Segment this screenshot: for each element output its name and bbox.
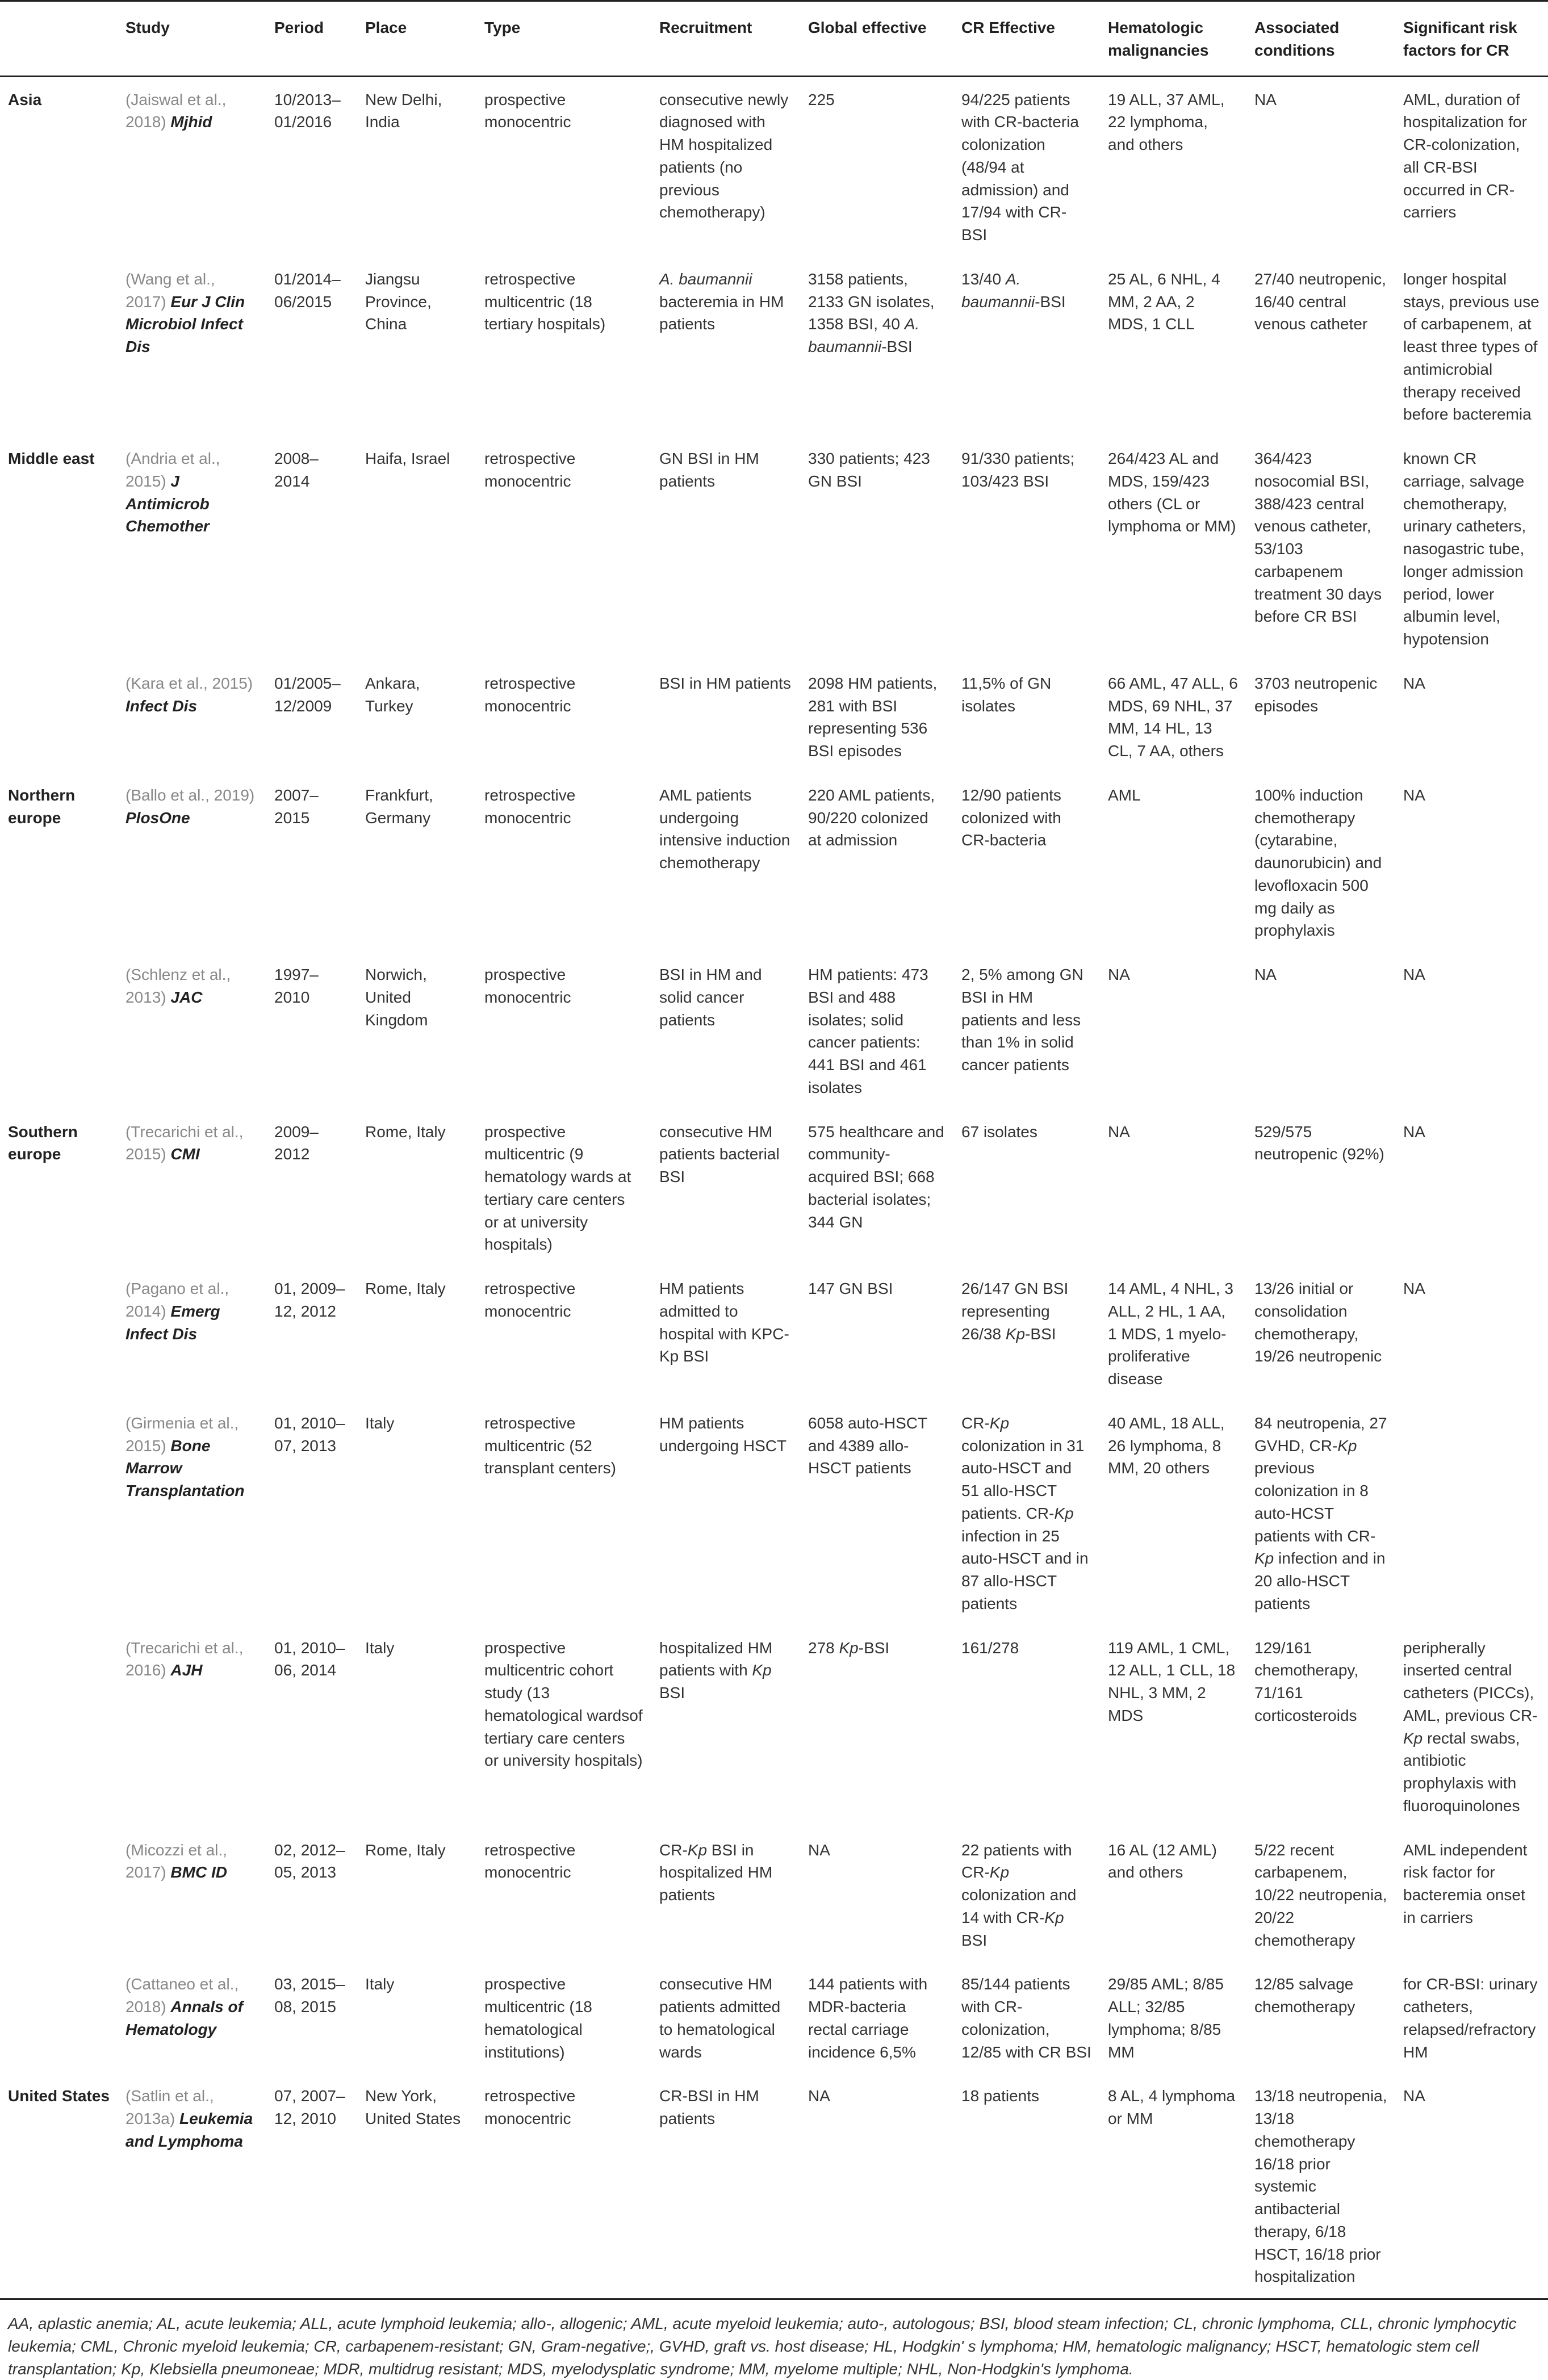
study-journal: Mjhid (170, 113, 212, 131)
study-cell (118, 1109, 266, 1267)
study-journal: AJH (170, 1661, 203, 1679)
table-footnote: AA, aplastic anemia; AL, acute leukemia; ALL, acute lymphoid leukemia; allo-, allogenic; AML, acute myeloid leukemia; auto-, autologous; BSI, blood steam infection; CL, chronic lymphoma, CLL, chronic lymphocytic leukemia; CML, Chronic myeloid leukemia; CR, carbapenem-resistant; GN, Gram-negative;, GVHD, graft vs. host disease; HL, Hodgkin' s lymphoma; HM, hematologic malignancy; HSCT, hematologic stem cell transplantation; Kp, Klebsiella pneumoneae; MDR, multidrug resistant; MDS, myelodysplatic syndrome; MM, myelome multiple; NHL, Non-Hodgkin's lymphoma. (8, 2315, 1517, 2378)
hematologic-malignancies-cell: 19 ALL, 37 AML, 22 lymphoma, and others (1108, 90, 1225, 153)
study-authors: (Cattaneo et al., 2018) (125, 1975, 239, 2016)
associated-conditions-cell: NA (1254, 966, 1277, 983)
hematologic-malignancies-cell: 16 AL (12 AML) and others (1108, 1841, 1217, 1882)
period-cell: 2007–2015 (274, 786, 319, 827)
period-cell: 01, 2010–06, 2014 (274, 1639, 345, 1679)
recruitment-cell: A. baumannii bacteremia in HM patients (659, 270, 784, 333)
header-cell: Study (125, 19, 170, 36)
cr-effective-cell: 13/40 A. baumannii-BSI (961, 270, 1066, 311)
period-cell: 2009–2012 (274, 1122, 319, 1163)
associated-conditions-cell: 3703 neutropenic episodes (1254, 674, 1378, 715)
region-cell (0, 1962, 118, 2073)
place-cell: Norwich, United Kingdom (365, 966, 428, 1029)
hematologic-malignancies-cell: AML (1108, 786, 1141, 804)
risk-factors-cell: peripherally inserted central catheters (PICCs), AML, previous CR-Kp rectal swabs, antibiotic prophylaxis with fluoroquinolones (1403, 1639, 1538, 1815)
study-journal: J Antimicrob Chemother (125, 472, 210, 535)
cr-effective-cell: 85/144 patients with CR-colonization, 12/85 with CR BSI (961, 1975, 1091, 2061)
hematologic-malignancies-cell: 264/423 AL and MDS, 159/423 others (CL or lymphoma or MM) (1108, 450, 1236, 535)
table-row (0, 1401, 1548, 1625)
cr-effective-cell: 91/330 patients; 103/423 BSI (961, 450, 1075, 490)
region-cell (0, 1401, 118, 1625)
study-cell (118, 2073, 266, 2299)
study-authors: (Kara et al., 2015) (125, 674, 253, 692)
place-cell: New Delhi, India (365, 90, 442, 131)
recruitment-cell: BSI in HM and solid cancer patients (659, 966, 762, 1029)
hematologic-malignancies-cell: 66 AML, 47 ALL, 6 MDS, 69 NHL, 37 MM, 14 HL, 13 CL, 7 AA, others (1108, 674, 1238, 760)
period-cell: 1997–2010 (274, 966, 319, 1006)
place-cell: Frankfurt, Germany (365, 786, 433, 827)
type-cell: retrospective multicentric (52 transplant centers) (484, 1414, 616, 1477)
cr-effective-cell: 2, 5% among GN BSI in HM patients and less than 1% in solid cancer patients (961, 966, 1083, 1074)
place-cell: Italy (365, 1639, 395, 1657)
study-cell (118, 1828, 266, 1962)
header-cell: CR Effective (961, 19, 1055, 36)
study-authors: (Ballo et al., 2019) (125, 786, 255, 804)
cr-effective-cell: CR-Kp colonization in 31 auto-HSCT and 51 allo-HSCT patients. CR-Kp infection in 25 auto-HSCT and in 87 allo-HSCT patients (961, 1414, 1089, 1612)
header-cell: Hematologic malignancies (1108, 19, 1209, 59)
global-effective-cell: 2098 HM patients, 281 with BSI representing 536 BSI episodes (808, 674, 938, 760)
study-authors: (Pagano et al., 2014) (125, 1280, 229, 1320)
associated-conditions-cell: 13/26 initial or consolidation chemotherapy, 19/26 neutropenic (1254, 1280, 1382, 1365)
study-cell (118, 1625, 266, 1828)
hematologic-malignancies-cell: 14 AML, 4 NHL, 3 ALL, 2 HL, 1 AA, 1 MDS, 1 myelo-proliferative disease (1108, 1280, 1234, 1388)
table-row (0, 952, 1548, 1109)
study-journal: JAC (170, 988, 203, 1006)
place-cell: Rome, Italy (365, 1122, 446, 1141)
type-cell: prospective multicentric cohort study (13 hematological wardsof tertiary care centers or university hospitals) (484, 1639, 643, 1770)
study-cell (118, 661, 266, 773)
cr-effective-cell: 12/90 patients colonized with CR-bacteria (961, 786, 1061, 849)
period-cell: 01/2014–06/2015 (274, 270, 341, 311)
table-row (0, 257, 1548, 436)
global-effective-cell: 144 patients with MDR-bacteria rectal carriage incidence 6,5% (808, 1975, 928, 2061)
global-effective-cell: NA (808, 1841, 830, 1859)
period-cell: 10/2013–01/2016 (274, 90, 341, 131)
study-journal: CMI (170, 1145, 200, 1163)
header-cell: Significant risk factors for CR (1403, 19, 1517, 59)
study-authors: (Andria et al., 2015) (125, 450, 220, 490)
study-cell (118, 76, 266, 257)
associated-conditions-cell: 27/40 neutropenic, 16/40 central venous catheter (1254, 270, 1386, 333)
table-row (0, 661, 1548, 773)
hematologic-malignancies-cell: 119 AML, 1 CML, 12 ALL, 1 CLL, 18 NHL, 3 MM, 2 MDS (1108, 1639, 1236, 1724)
risk-factors-cell: NA (1403, 1280, 1425, 1297)
risk-factors-cell: NA (1403, 1122, 1425, 1141)
table-row (0, 1625, 1548, 1828)
associated-conditions-cell: 529/575 neutropenic (92%) (1254, 1122, 1384, 1163)
period-cell: 02, 2012–05, 2013 (274, 1841, 345, 1882)
region-cell (0, 1266, 118, 1401)
recruitment-cell: consecutive newly diagnosed with HM hospitalized patients (no previous chemotherapy) (659, 90, 789, 221)
study-authors: (Satlin et al., 2013a) (125, 2087, 214, 2127)
cr-effective-cell: 18 patients (961, 2087, 1039, 2105)
global-effective-cell: 6058 auto-HSCT and 4389 allo-HSCT patients (808, 1414, 927, 1477)
study-cell (118, 257, 266, 436)
risk-factors-cell: NA (1403, 966, 1425, 983)
type-cell: retrospective monocentric (484, 1841, 576, 1882)
study-journal: Annals of Hematology (125, 1998, 243, 2038)
study-authors: (Wang et al., 2017) (125, 270, 215, 311)
cr-effective-cell: 67 isolates (961, 1122, 1037, 1141)
hematologic-malignancies-cell: NA (1108, 966, 1130, 983)
global-effective-cell: 575 healthcare and community-acquired BSI; 668 bacterial isolates; 344 GN (808, 1122, 944, 1231)
study-journal: Infect Dis (125, 697, 198, 715)
recruitment-cell: CR-BSI in HM patients (659, 2087, 759, 2127)
type-cell: retrospective monocentric (484, 2087, 576, 2127)
region-cell (0, 1625, 118, 1828)
global-effective-cell: 147 GN BSI (808, 1280, 893, 1297)
associated-conditions-cell: 12/85 salvage chemotherapy (1254, 1975, 1355, 2016)
study-cell (118, 436, 266, 661)
table-row (0, 2073, 1548, 2299)
global-effective-cell: 330 patients; 423 GN BSI (808, 450, 930, 490)
recruitment-cell: GN BSI in HM patients (659, 450, 759, 490)
hematologic-malignancies-cell: 8 AL, 4 lymphoma or MM (1108, 2087, 1236, 2127)
study-cell (118, 773, 266, 952)
region-cell: Southern europe (8, 1122, 78, 1163)
header-cell: Recruitment (659, 19, 752, 36)
study-authors: (Micozzi et al., 2017) (125, 1841, 227, 1882)
type-cell: prospective multicentric (9 hematology wards at tertiary care centers or at university hospitals) (484, 1122, 631, 1254)
study-authors: (Jaiswal et al., 2018) (125, 90, 227, 131)
risk-factors-cell: NA (1403, 674, 1425, 692)
table-body (0, 76, 1548, 2299)
associated-conditions-cell: 100% induction chemotherapy (cytarabine, daunorubicin) and levofloxacin 500 mg daily as prophylaxis (1254, 786, 1382, 940)
table-row (0, 1962, 1548, 2073)
cr-effective-cell: 161/278 (961, 1639, 1019, 1657)
recruitment-cell: CR-Kp BSI in hospitalized HM patients (659, 1841, 773, 1904)
cr-effective-cell: 22 patients with CR-Kp colonization and 14 with CR-Kp BSI (961, 1841, 1077, 1949)
header-cell: Global effective (808, 19, 927, 36)
region-cell (0, 661, 118, 773)
associated-conditions-cell: 13/18 neutropenia, 13/18 chemotherapy 16/18 prior systemic antibacterial therapy, 6/18 HSCT, 16/18 prior hospitalization (1254, 2087, 1387, 2286)
type-cell: prospective multicentric (18 hematological institutions) (484, 1975, 592, 2061)
type-cell: prospective monocentric (484, 90, 571, 131)
associated-conditions-cell: 84 neutropenia, 27 GVHD, CR-Kp previous colonization in 8 auto-HCST patients with CR-Kp infection and in 20 allo-HSCT patients (1254, 1414, 1387, 1612)
table-row (0, 436, 1548, 661)
risk-factors-cell: NA (1403, 2087, 1425, 2105)
type-cell: retrospective monocentric (484, 450, 576, 490)
header-cell: Type (484, 19, 521, 36)
recruitment-cell: consecutive HM patients admitted to hematological wards (659, 1975, 781, 2061)
study-authors: (Trecarichi et al., 2016) (125, 1639, 244, 1679)
recruitment-cell: HM patients admitted to hospital with KPC-Kp BSI (659, 1280, 789, 1365)
header-cell (0, 1, 118, 77)
place-cell: Italy (365, 1414, 395, 1432)
header-row (0, 1, 1548, 77)
recruitment-cell: BSI in HM patients (659, 674, 791, 692)
study-journal: PlosOne (125, 808, 190, 827)
region-cell (0, 952, 118, 1109)
region-cell: Middle east (8, 450, 95, 467)
table-row (0, 1828, 1548, 1962)
region-cell: United States (8, 2087, 110, 2105)
global-effective-cell: 278 Kp-BSI (808, 1639, 890, 1657)
associated-conditions-cell: 129/161 chemotherapy, 71/161 corticosteroids (1254, 1639, 1359, 1724)
associated-conditions-cell: NA (1254, 90, 1277, 108)
global-effective-cell: 225 (808, 90, 835, 108)
region-cell: Asia (8, 90, 42, 108)
table-row (0, 76, 1548, 257)
associated-conditions-cell: 364/423 nosocomial BSI, 388/423 central venous catheter, 53/103 carbapenem treatment 30 days before CR BSI (1254, 450, 1382, 626)
period-cell: 03, 2015–08, 2015 (274, 1975, 345, 2016)
type-cell: retrospective monocentric (484, 786, 576, 827)
risk-factors-cell: NA (1403, 786, 1425, 804)
recruitment-cell: hospitalized HM patients with Kp BSI (659, 1639, 773, 1702)
period-cell: 01, 2009–12, 2012 (274, 1280, 345, 1320)
recruitment-cell: HM patients undergoing HSCT (659, 1414, 787, 1455)
study-authors: (Schlenz et al., 2013) (125, 966, 231, 1006)
global-effective-cell: NA (808, 2087, 830, 2105)
study-cell (118, 952, 266, 1109)
place-cell: Rome, Italy (365, 1841, 446, 1859)
study-journal: Leukemia and Lymphoma (125, 2110, 253, 2150)
table-row (0, 773, 1548, 952)
hematologic-malignancies-cell: 40 AML, 18 ALL, 26 lymphoma, 8 MM, 20 others (1108, 1414, 1225, 1477)
place-cell: Italy (365, 1975, 395, 1993)
risk-factors-cell: AML independent risk factor for bacteremia onset in carriers (1403, 1841, 1528, 1926)
period-cell: 2008–2014 (274, 450, 319, 490)
recruitment-cell: consecutive HM patients bacterial BSI (659, 1122, 780, 1185)
recruitment-cell: AML patients undergoing intensive induction chemotherapy (659, 786, 790, 871)
risk-factors-cell: known CR carriage, salvage chemotherapy, urinary catheters, nasogastric tube, longer admission period, lower albumin level, hypotension (1403, 450, 1526, 648)
period-cell: 07, 2007–12, 2010 (274, 2087, 345, 2127)
type-cell: prospective monocentric (484, 966, 571, 1006)
period-cell: 01/2005–12/2009 (274, 674, 341, 715)
cr-effective-cell: 94/225 patients with CR-bacteria colonization (48/94 at admission) and 17/94 with CR-BSI (961, 90, 1079, 244)
header-cell: Associated conditions (1254, 19, 1340, 59)
type-cell: retrospective monocentric (484, 1280, 576, 1320)
study-journal: Emerg Infect Dis (125, 1302, 220, 1343)
risk-factors-cell: longer hospital stays, previous use of carbapenem, at least three types of antimicrobial therapy received before bacteremia (1403, 270, 1539, 424)
place-cell: New York, United States (365, 2087, 461, 2127)
region-cell (0, 257, 118, 436)
hematologic-malignancies-cell: 25 AL, 6 NHL, 4 MM, 2 AA, 2 MDS, 1 CLL (1108, 270, 1220, 333)
place-cell: Rome, Italy (365, 1280, 446, 1297)
hematologic-malignancies-cell: NA (1108, 1122, 1130, 1141)
period-cell: 01, 2010–07, 2013 (274, 1414, 345, 1455)
global-effective-cell: 220 AML patients, 90/220 colonized at admission (808, 786, 935, 849)
study-journal: Bone Marrow Transplantation (125, 1436, 245, 1499)
risk-factors-cell (1395, 1401, 1548, 1625)
table-row (0, 1266, 1548, 1401)
type-cell: retrospective multicentric (18 tertiary hospitals) (484, 270, 606, 333)
header-cell: Period (274, 19, 324, 36)
risk-factors-cell: AML, duration of hospitalization for CR-colonization, all CR-BSI occurred in CR-carriers (1403, 90, 1527, 221)
cr-effective-cell: 26/147 GN BSI representing 26/38 Kp-BSI (961, 1280, 1069, 1343)
study-authors: (Trecarichi et al., 2015) (125, 1122, 244, 1163)
region-cell (0, 1828, 118, 1962)
place-cell: Ankara, Turkey (365, 674, 420, 715)
study-cell (118, 1962, 266, 2073)
type-cell: retrospective monocentric (484, 674, 576, 715)
associated-conditions-cell: 5/22 recent carbapenem, 10/22 neutropenia, 20/22 chemotherapy (1254, 1841, 1387, 1949)
study-journal: BMC ID (170, 1863, 227, 1882)
study-cell (118, 1401, 266, 1625)
region-cell: Northern europe (8, 786, 76, 827)
cr-effective-cell: 11,5% of GN isolates (961, 674, 1052, 715)
study-authors: (Girmenia et al., 2015) (125, 1414, 239, 1455)
place-cell: Haifa, Israel (365, 450, 450, 467)
study-journal: Eur J Clin Microbiol Infect Dis (125, 292, 245, 355)
place-cell: Jiangsu Province, China (365, 270, 432, 333)
table-row (0, 1109, 1548, 1267)
study-cell (118, 1266, 266, 1401)
header-cell: Place (365, 19, 407, 36)
risk-factors-cell: for CR-BSI: urinary catheters, relapsed/refractory HM (1403, 1975, 1538, 2061)
global-effective-cell: 3158 patients, 2133 GN isolates, 1358 BSI, 40 A. baumannii-BSI (808, 270, 935, 355)
hematologic-malignancies-cell: 29/85 AML; 8/85 ALL; 32/85 lymphoma; 8/85 MM (1108, 1975, 1224, 2061)
global-effective-cell: HM patients: 473 BSI and 488 isolates; solid cancer patients: 441 BSI and 461 isolates (808, 966, 928, 1096)
